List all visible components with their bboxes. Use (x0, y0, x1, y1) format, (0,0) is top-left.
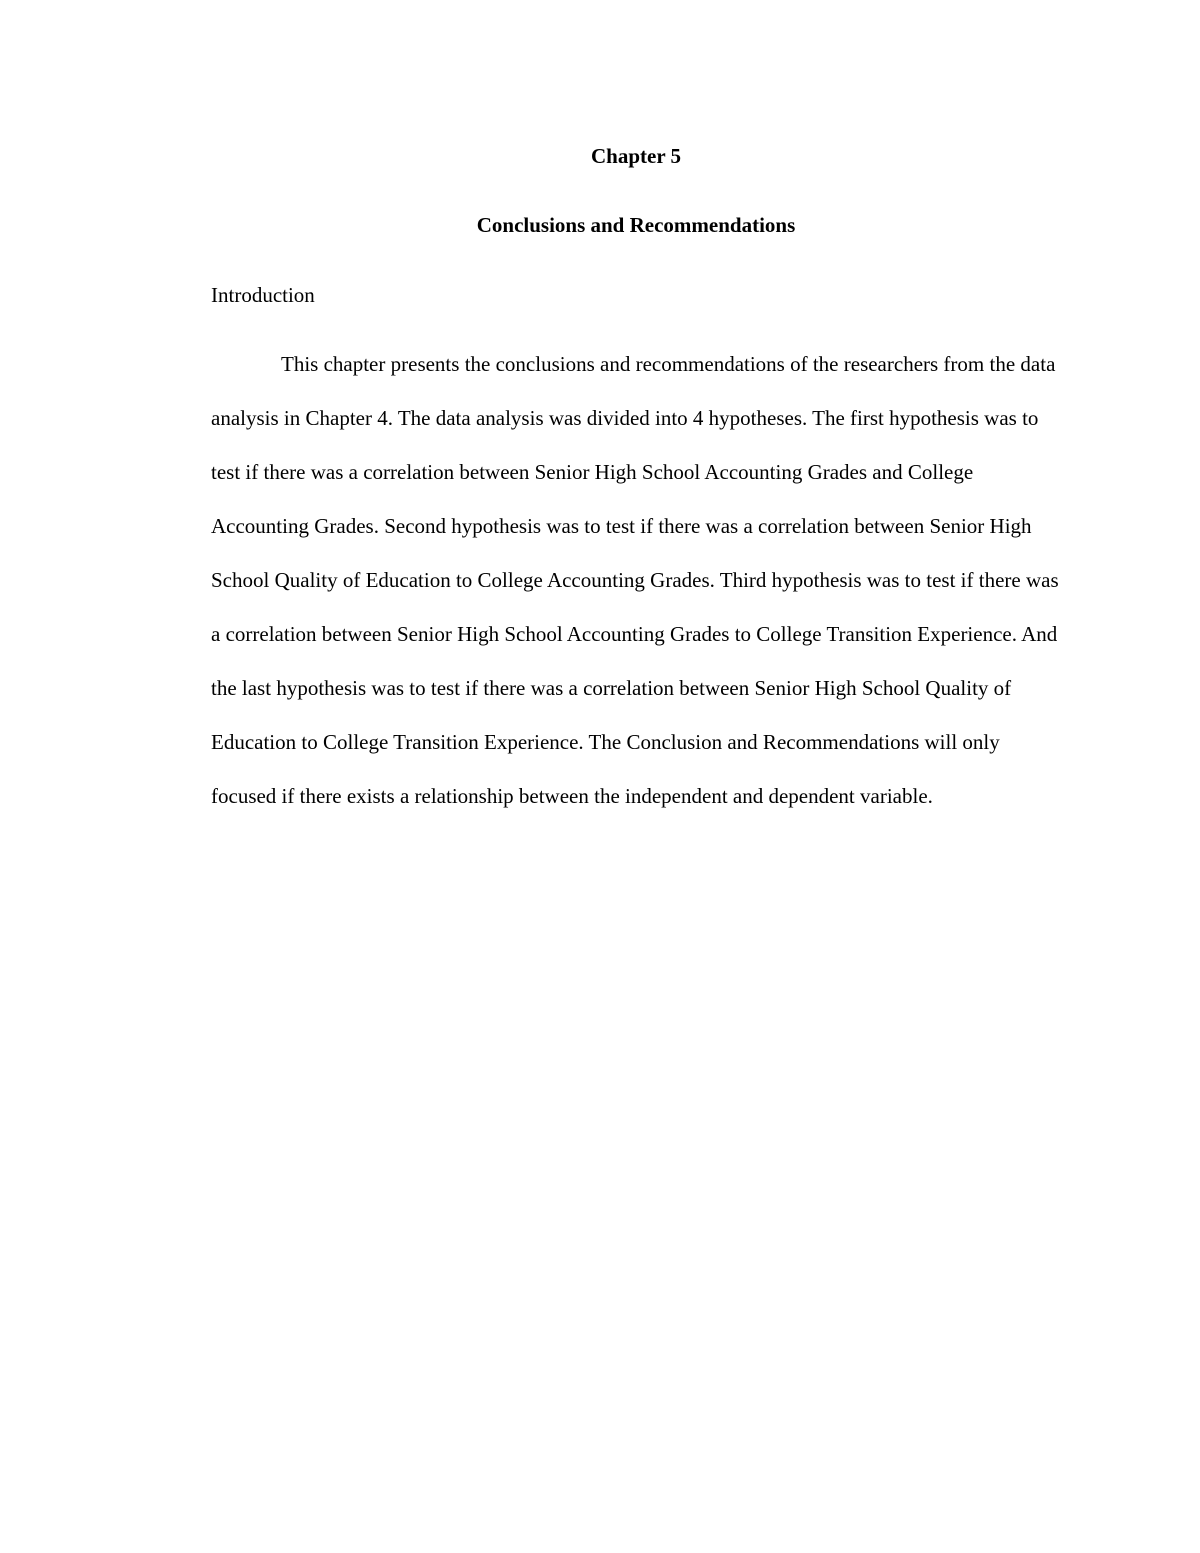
chapter-title: Chapter 5 (590, 144, 682, 168)
chapter-subtitle: Conclusions and Recommendations (476, 213, 796, 237)
introduction-paragraph: This chapter presents the conclusions and recommendations of the researchers from the data analysis in Chapter 4. The data analysis was divided into 4 hypotheses. The first hypothesis was to test if there was a correlation between Senior High School Accounting Grades and College Accounting Grades. Second hypothesis was to test if there was a correlation between Senior High School Quality of Education to College Accounting Grades. Third hypothesis was to test if there was a correlation between Senior High School Accounting Grades to College Transition Experience. And the last hypothesis was to test if there was a correlation between Senior High School Quality of Education to College Transition Experience. The Conclusion and Recommendations will only focused if there exists a relationship between the independent and dependent variable. (211, 352, 1059, 808)
section-heading-introduction: Introduction (211, 283, 315, 307)
